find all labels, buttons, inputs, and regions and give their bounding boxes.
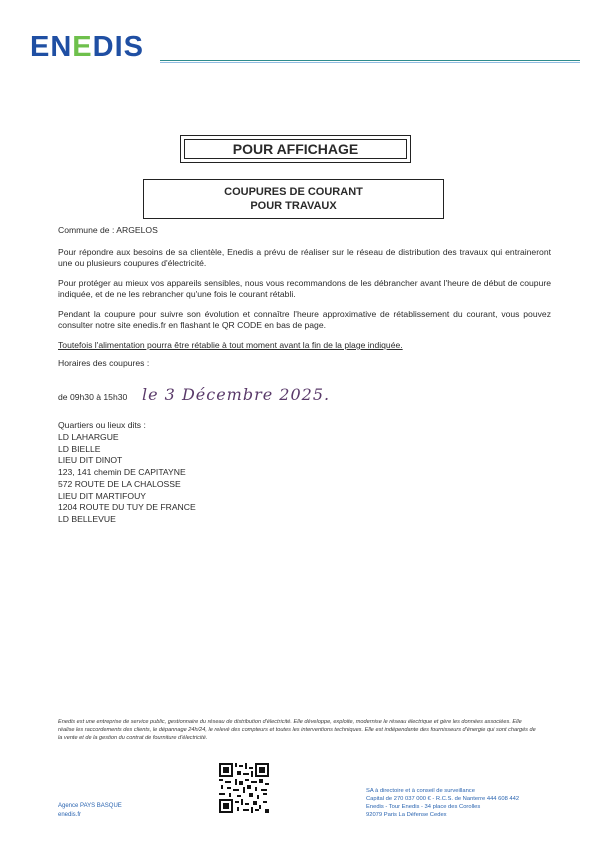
- paragraph-intro: Pour répondre aux besoins de sa clientèle, Enedis a prévu de réaliser sur le réseau de distribution des travaux qui entraineront une ou plusieurs coupures d'électricité.: [58, 247, 551, 268]
- quartier-item: LIEU DIT DINOT: [58, 455, 123, 466]
- quartier-item: LD BELLEVUE: [58, 513, 116, 524]
- quartier-item: LIEU DIT MARTIFOUY: [58, 490, 147, 501]
- quartier-item: 123, 141 chemin DE CAPITAYNE: [58, 467, 186, 478]
- enedis-logo: [30, 33, 144, 62]
- handwritten-date: le 3 Décembre 2025.: [142, 385, 331, 404]
- company-info-line3: Enedis - Tour Enedis - 34 place des Corolles: [366, 804, 481, 810]
- header-rule: [160, 60, 580, 61]
- quartier-item: 572 ROUTE DE LA CHALOSSE: [58, 478, 181, 489]
- logo-text-part2: E: [72, 31, 93, 63]
- logo-text-part3: DIS: [92, 31, 144, 63]
- pour-affichage-title: POUR AFFICHAGE: [232, 141, 359, 157]
- quartiers-list: [58, 432, 196, 526]
- quartier-item: LD LAHARGUE: [58, 432, 119, 442]
- qr-code-icon[interactable]: [219, 763, 269, 813]
- quartier-item: 1204 ROUTE DU TUY DE FRANCE: [58, 502, 196, 513]
- footer-company-info: [366, 787, 519, 819]
- commune-line: Commune de : ARGELOS: [58, 225, 158, 235]
- notice-title-line1: COUPURES DE COURANT: [224, 186, 363, 198]
- horaire-value: de 09h30 à 15h30: [58, 392, 128, 402]
- paragraph-restore-note: Toutefois l'alimentation pourra être rétablie à tout moment avant la fin de la plage indiquée.: [58, 340, 403, 350]
- legal-notice: Enedis est une entreprise de service public, gestionnaire du réseau de distribution d'électricité. Elle développe, exploite, modernise le réseau électrique et gère les données associées. Elle réalise les raccordements des clients, le dépannage 24h/24, le relevé des compteurs et toutes les interventions techniques. Elle est indépendante des fournisseurs d'énergie qui sont chargés de la vente et de la gestion du contrat de fourniture d'électricité.: [58, 719, 536, 741]
- website-link[interactable]: enedis.fr: [58, 812, 82, 818]
- footer-agency: [58, 802, 122, 820]
- quartiers-label: Quartiers ou lieux dits :: [58, 420, 146, 430]
- company-info-line4: 92079 Paris La Défense Cedex: [366, 812, 447, 818]
- notice-title-line2: POUR TRAVAUX: [250, 200, 337, 212]
- paragraph-follow: Pendant la coupure pour suivre son évolution et connaître l'heure approximative de rétablissement du courant, vous pouvez consulter notre site enedis.fr en flashant le QR CODE en bas de page.: [58, 309, 551, 330]
- quartier-item: LD BIELLE: [58, 443, 101, 454]
- company-info-line2: Capital de 270 037 000 € - R.C.S. de Nanterre 444 608 442: [366, 796, 520, 802]
- header-rule-secondary: [160, 62, 580, 63]
- paragraph-protect: Pour protéger au mieux vos appareils sensibles, nous vous recommandons de les débrancher avant l'heure de début de coupure indiquée, et de ne les rebrancher qu'une fois le courant rétabli.: [58, 278, 551, 299]
- logo-text-part1: EN: [30, 31, 73, 63]
- horaires-label: Horaires des coupures :: [58, 358, 150, 368]
- pour-affichage-box: [180, 135, 411, 163]
- notice-title-box: [143, 179, 444, 219]
- company-info-line1: SA à directoire et à conseil de surveillance: [366, 788, 475, 794]
- agency-name: Agence PAYS BASQUE: [58, 803, 122, 809]
